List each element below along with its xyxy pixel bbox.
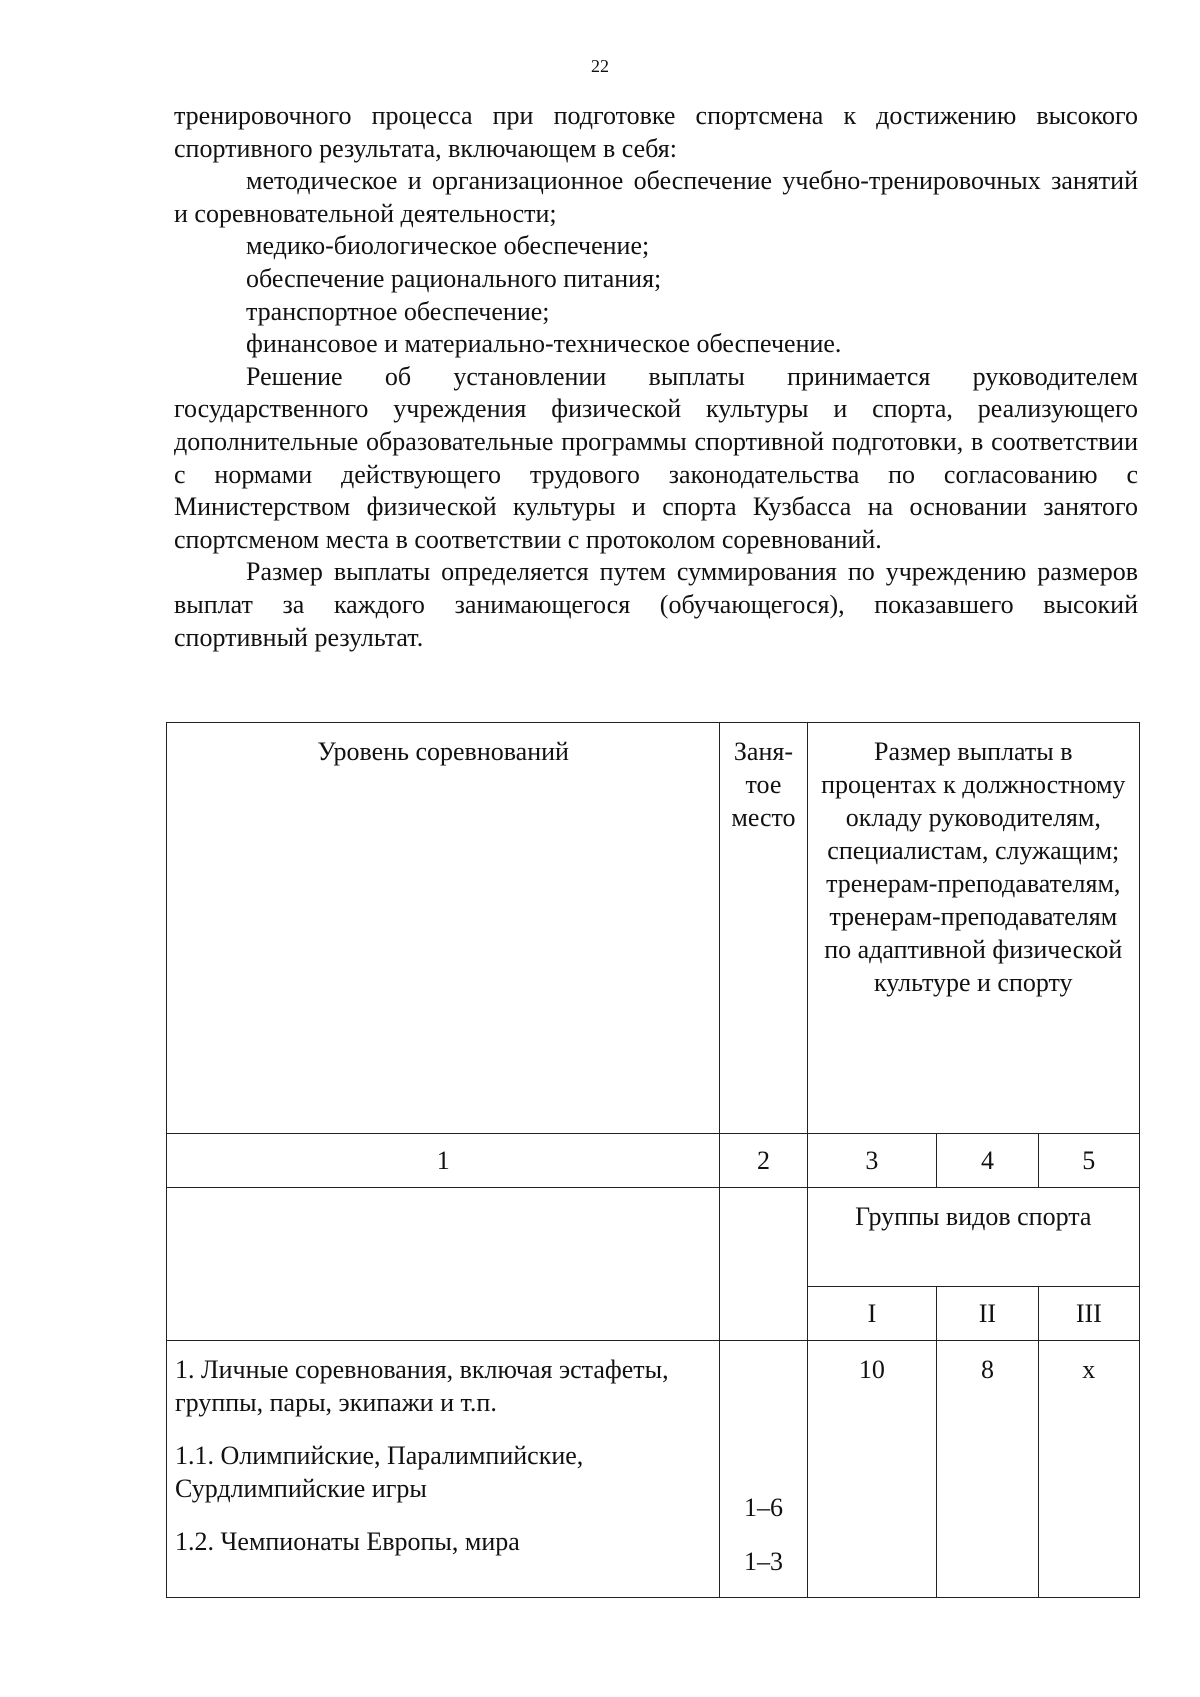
column-number: 4 bbox=[937, 1134, 1038, 1188]
header-level: Уровень соревнований bbox=[167, 723, 720, 1134]
page-number: 22 bbox=[591, 56, 609, 76]
paragraph-continuation: тренировочного процесса при подготовке спортсмена к достижению высокого спортивного результата, включающем в себя: bbox=[174, 101, 1138, 163]
paragraph-transport: транспортное обеспечение; bbox=[246, 296, 550, 326]
header-place-line: место bbox=[731, 803, 796, 832]
value-group-ii: 8 bbox=[937, 1341, 1038, 1598]
body-text bbox=[174, 100, 1138, 654]
groups-label-row bbox=[167, 1188, 1140, 1287]
paragraph-methodical: методическое и организационное обеспечение учебно-тренировочных занятий и соревновательной деятельности; bbox=[174, 166, 1138, 228]
column-number: 5 bbox=[1038, 1134, 1139, 1188]
level-item-1-1: 1.1. Олимпийские, Паралимпийские, Сурдлимпийские игры bbox=[175, 1441, 584, 1503]
place-1-2: 1–3 bbox=[743, 1547, 783, 1576]
header-payment: Размер выплаты в процентах к должностному окладу руководителям, специалистам, служащим; тренерам-преподавателям, тренерам-преподавателям по адаптивной физической культуре и спорту bbox=[807, 723, 1139, 1134]
header-place-line: тое bbox=[745, 770, 782, 799]
paragraph-amount: Размер выплаты определяется путем суммирования по учреждению размеров выплат за каждого занимающегося (обучающегося), показавшего высокий спортивный результат. bbox=[174, 557, 1138, 652]
value-group-i: 10 bbox=[807, 1341, 937, 1598]
places bbox=[720, 1341, 807, 1598]
place-1-1: 1–6 bbox=[743, 1493, 783, 1522]
payments-table bbox=[166, 722, 1140, 1598]
table-row bbox=[167, 1341, 1140, 1598]
level-item-1-2: 1.2. Чемпионаты Европы, мира bbox=[175, 1527, 520, 1556]
column-numbers-row bbox=[167, 1134, 1140, 1188]
groups-label: Группы видов спорта bbox=[807, 1188, 1139, 1287]
paragraph-medical: медико-биологическое обеспечение; bbox=[246, 231, 650, 261]
header-place-line: Заня- bbox=[733, 737, 794, 766]
column-number: 2 bbox=[720, 1134, 807, 1188]
group-i: I bbox=[807, 1287, 937, 1341]
group-ii: II bbox=[937, 1287, 1038, 1341]
column-number: 1 bbox=[167, 1134, 720, 1188]
level-item-1: 1. Личные соревнования, включая эстафеты, группы, пары, экипажи и т.п. bbox=[175, 1355, 669, 1417]
column-number: 3 bbox=[807, 1134, 937, 1188]
paragraph-nutrition: обеспечение рационального питания; bbox=[246, 263, 662, 293]
empty-place-cell bbox=[720, 1188, 807, 1341]
group-iii: III bbox=[1038, 1287, 1139, 1341]
competition-levels bbox=[167, 1341, 720, 1598]
paragraph-financial: финансовое и материально-техническое обеспечение. bbox=[246, 329, 842, 359]
value-group-iii: x bbox=[1038, 1341, 1139, 1598]
table-header-row bbox=[167, 723, 1140, 1134]
header-place bbox=[720, 723, 807, 1134]
paragraph-decision: Решение об установлении выплаты принимается руководителем государственного учреждения физической культуры и спорта, реализующего дополнительные образовательные программы спортивной подготовки, в соответствии с нормами действующего трудового законодательства по согласованию с Министерством физической культуры и спорта Кузбасса на основании занятого спортсменом места в соответствии с протоколом соревнований. bbox=[174, 361, 1138, 554]
empty-level-cell bbox=[167, 1188, 720, 1341]
